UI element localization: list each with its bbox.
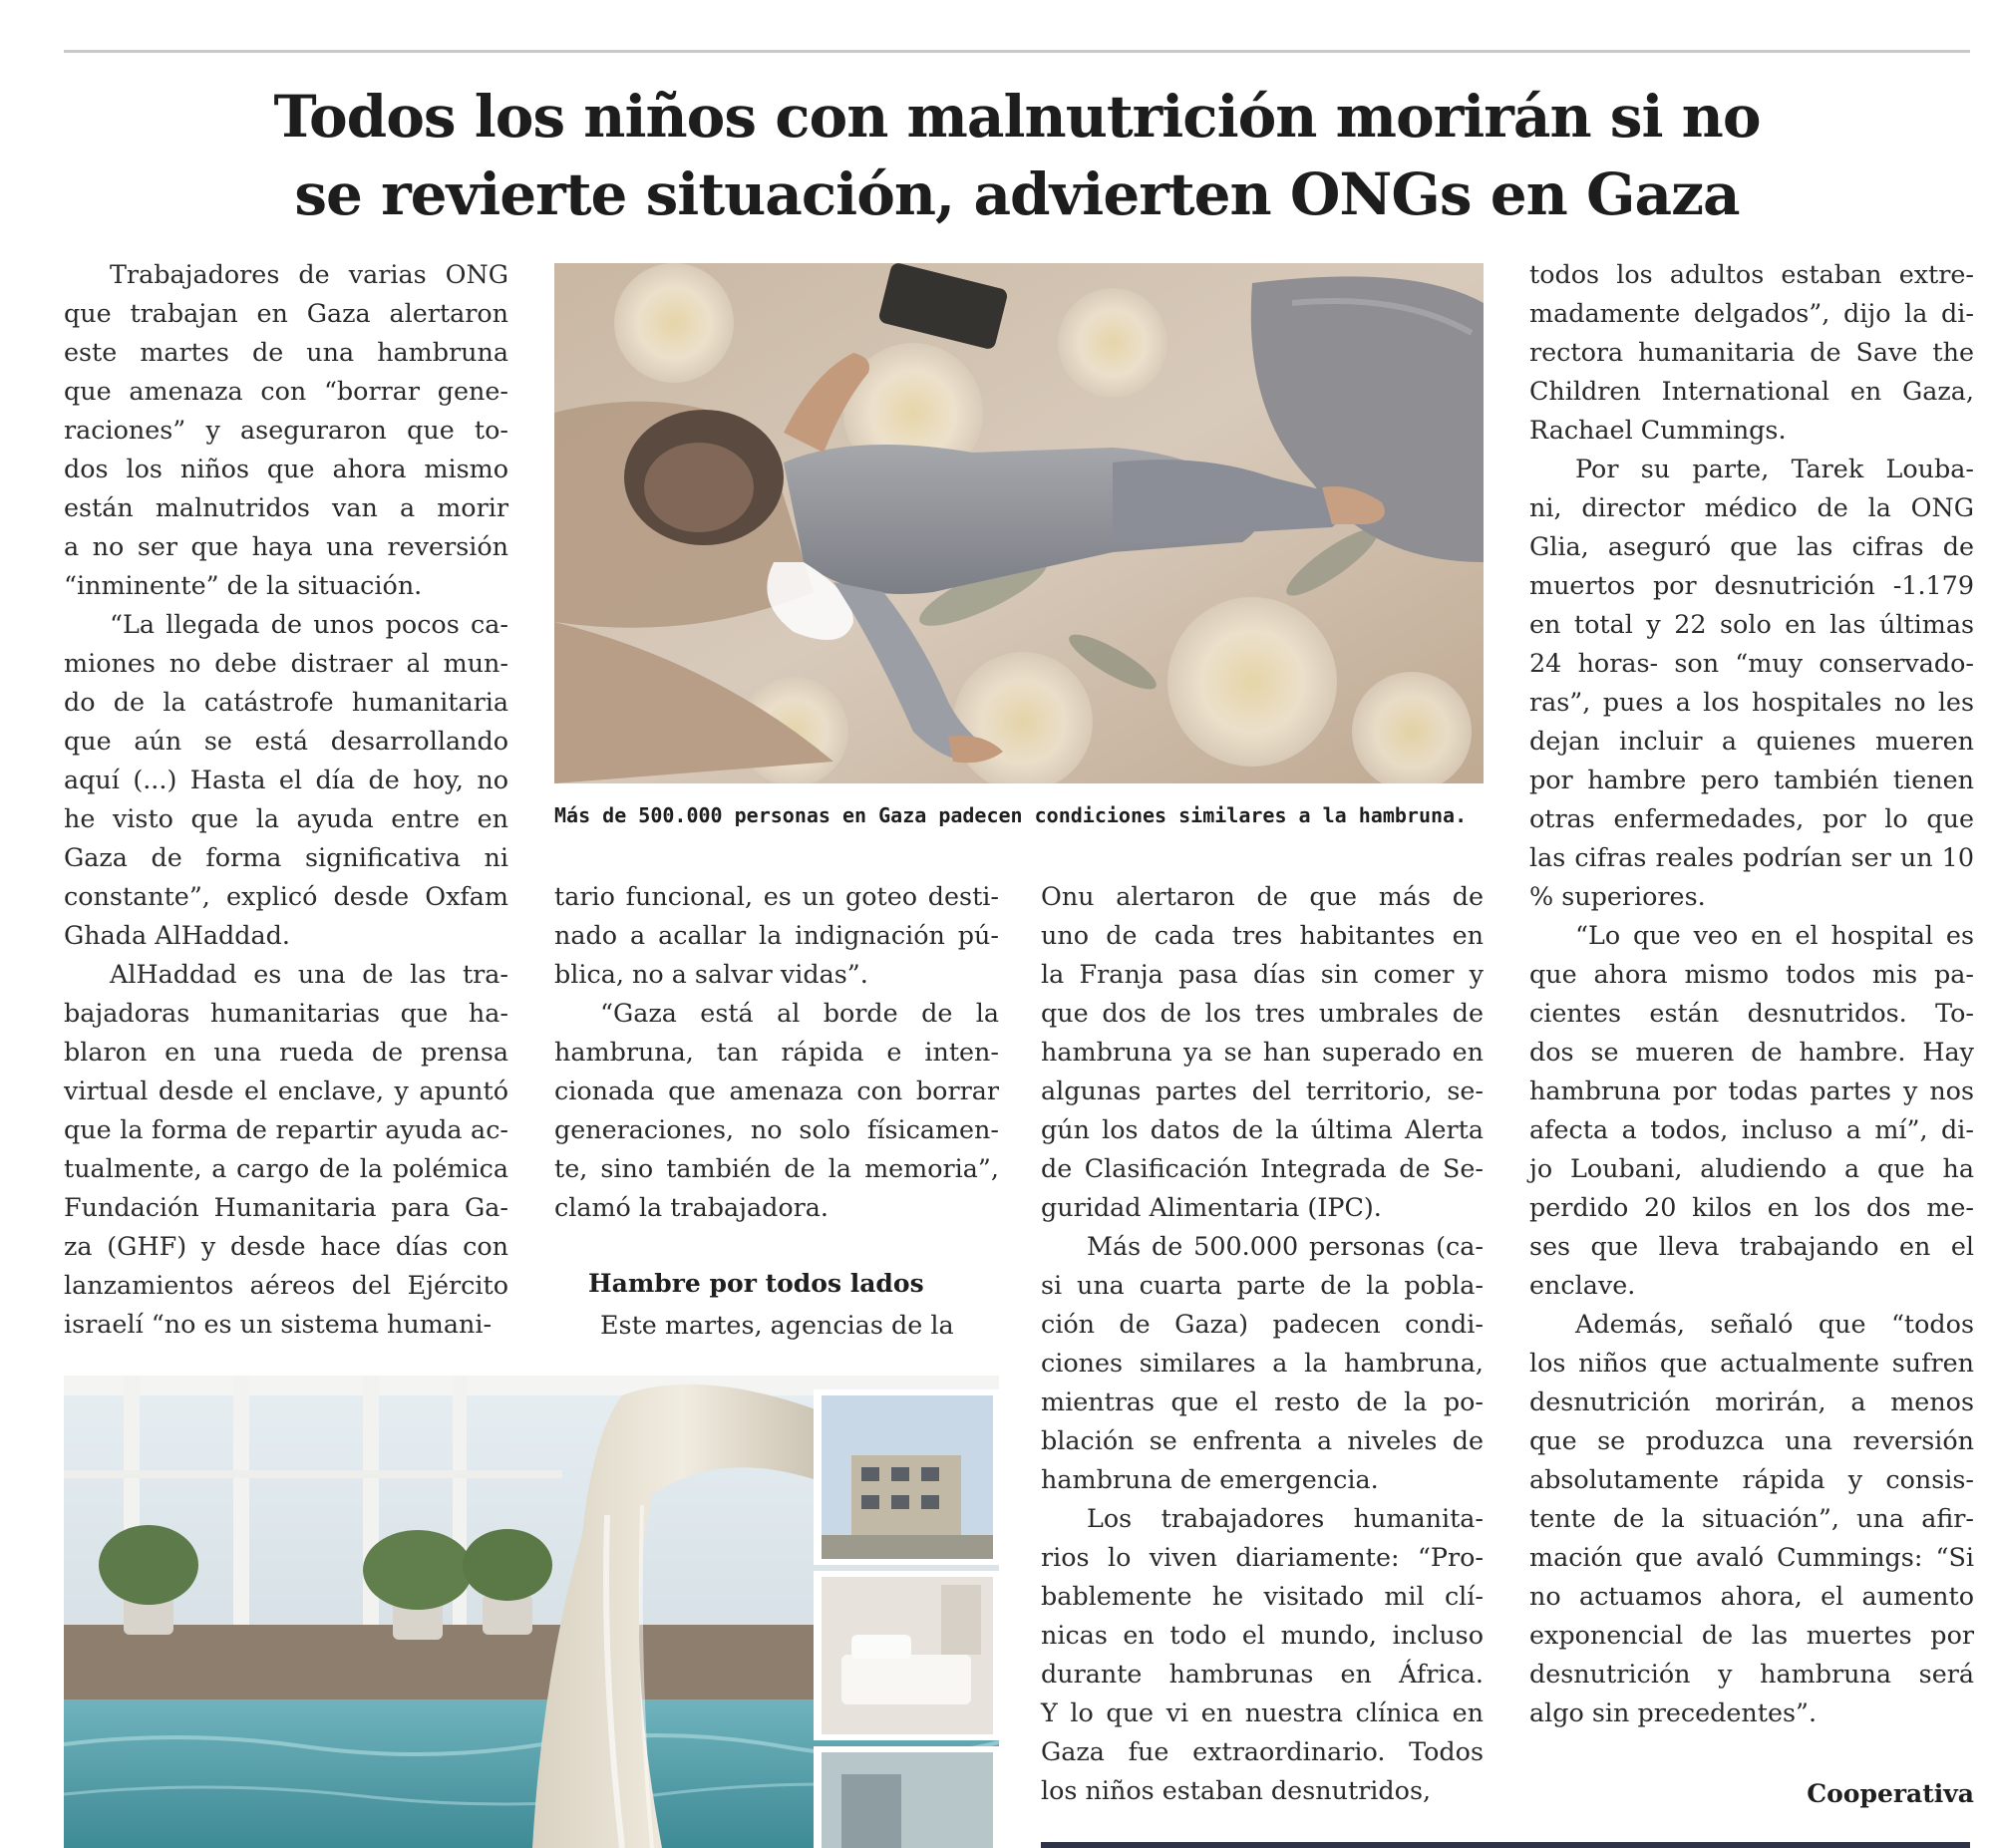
text-line: la Franja pasa días sin comer y xyxy=(1041,959,1484,989)
text-line: blaron en una rueda de prensa xyxy=(64,1037,508,1067)
text-line: miones no debe distraer al mun- xyxy=(64,648,508,678)
text-line: israelí “no es un sistema humani- xyxy=(64,1309,493,1339)
text-line: enclave. xyxy=(1529,1270,1636,1300)
text-line: ciones similares a la hambruna, xyxy=(1041,1348,1484,1378)
headline-line-2: se revierte situación, advierten ONGs en Gaza xyxy=(294,160,1740,228)
text-line: Además, señaló que “todos xyxy=(1575,1309,1974,1339)
text-line: los niños estaban desnutridos, xyxy=(1041,1775,1432,1805)
text-line: ras”, pues a los hospitales no les xyxy=(1529,687,1974,717)
text-line: bablemente he visitado mil clí- xyxy=(1041,1581,1484,1611)
text-line: Gaza de forma significativa ni xyxy=(64,842,508,872)
text-line: he visto que la ayuda entre en xyxy=(64,803,508,833)
article-column-1 xyxy=(64,255,508,1344)
text-line: exponencial de las muertes por xyxy=(1529,1620,1974,1650)
text-line: za (GHF) y desde hace días con xyxy=(64,1231,508,1261)
text-line: que dos de los tres umbrales de xyxy=(1041,998,1484,1028)
text-line: las cifras reales podrían ser un 10 xyxy=(1529,842,1974,872)
text-line: que la forma de repartir ayuda ac- xyxy=(64,1114,508,1144)
text-line: hambruna por todas partes y nos xyxy=(1529,1076,1974,1105)
text-line: desnutrición morirán, a menos xyxy=(1529,1386,1974,1416)
text-line: dejan incluir a quienes mueren xyxy=(1529,726,1974,756)
text-line: Más de 500.000 personas (ca- xyxy=(1087,1231,1484,1261)
text-line: clamó la trabajadora. xyxy=(554,1192,829,1222)
text-line: uno de cada tres habitantes en xyxy=(1041,920,1484,950)
text-line: hambruna, tan rápida e inten- xyxy=(554,1037,999,1067)
text-line: Onu alertaron de que más de xyxy=(1041,881,1484,911)
footer-bar xyxy=(1041,1842,1970,1848)
text-line: nado a acallar la indignación pú- xyxy=(554,920,999,950)
text-line: AlHaddad es una de las tra- xyxy=(110,959,508,989)
article-column-2 xyxy=(554,877,999,1227)
article-headline xyxy=(199,78,1834,233)
text-line: de Clasificación Integrada de Se- xyxy=(1041,1153,1484,1183)
text-line: que trabajan en Gaza alertaron xyxy=(64,298,508,328)
text-line: Ghada AlHaddad. xyxy=(64,920,290,950)
text-line: desnutrición y hambruna será xyxy=(1529,1659,1974,1689)
text-line: Gaza fue extraordinario. Todos xyxy=(1041,1736,1484,1766)
text-line: mación que avaló Cummings: “Si xyxy=(1529,1542,1974,1572)
text-line: raciones” y aseguraron que to- xyxy=(64,415,508,445)
text-line: muertos por desnutrición -1.179 xyxy=(1529,570,1974,600)
text-line: Fundación Humanitaria para Ga- xyxy=(64,1192,508,1222)
headline-line-1: Todos los niños con malnutrición morirán si no xyxy=(273,83,1761,151)
text-line: dos los niños que ahora mismo xyxy=(64,454,508,483)
text-line: cionada que amenaza con borrar xyxy=(554,1076,999,1105)
ad-illustration xyxy=(64,1376,999,1848)
text-line: que aún se está desarrollando xyxy=(64,726,508,756)
text-line: “Gaza está al borde de la xyxy=(600,998,999,1028)
text-line: “inminente” de la situación. xyxy=(64,570,423,600)
text-line: % superiores. xyxy=(1529,881,1706,911)
text-line: algo sin precedentes”. xyxy=(1529,1697,1818,1727)
text-line: otras enfermedades, por lo que xyxy=(1529,803,1974,833)
text-line: aquí (...) Hasta el día de hoy, no xyxy=(64,765,508,794)
text-line: que ahora mismo todos mis pa- xyxy=(1529,959,1974,989)
text-line: Por su parte, Tarek Louba- xyxy=(1575,454,1974,483)
article-column-2-continuation xyxy=(554,1306,999,1345)
text-line: mientras que el resto de la po- xyxy=(1041,1386,1484,1416)
text-line: Este martes, agencias de la xyxy=(600,1310,954,1340)
text-line: afecta a todos, incluso a mí”, di- xyxy=(1529,1114,1974,1144)
section-subheading: Hambre por todos lados xyxy=(588,1269,924,1298)
text-line: Rachael Cummings. xyxy=(1529,415,1787,445)
text-line: do de la catástrofe humanitaria xyxy=(64,687,508,717)
text-line: constante”, explicó desde Oxfam xyxy=(64,881,508,911)
text-line: que se produzca una reversión xyxy=(1529,1425,1974,1455)
text-line: madamente delgados”, dijo la di- xyxy=(1529,298,1974,328)
text-line: todos los adultos estaban extre- xyxy=(1529,259,1974,289)
text-line: que amenaza con “borrar gene- xyxy=(64,376,508,406)
text-line: “Lo que veo en el hospital es xyxy=(1575,920,1974,950)
text-line: cientes están desnutridos. To- xyxy=(1529,998,1974,1028)
text-line: este martes de una hambruna xyxy=(64,337,508,367)
text-line: durante hambrunas en África. xyxy=(1041,1659,1484,1689)
text-line: si una cuarta parte de la pobla- xyxy=(1041,1270,1484,1300)
text-line: algunas partes del territorio, se- xyxy=(1041,1076,1484,1105)
text-line: no actuamos ahora, el aumento xyxy=(1529,1581,1974,1611)
top-rule xyxy=(64,50,1970,53)
text-line: Children International en Gaza, xyxy=(1529,376,1974,406)
text-line: hambruna de emergencia. xyxy=(1041,1464,1379,1494)
text-line: bajadoras humanitarias que ha- xyxy=(64,998,508,1028)
text-line: hambruna ya se han superado en xyxy=(1041,1037,1484,1067)
text-line: blica, no a salvar vidas”. xyxy=(554,959,868,989)
article-column-3 xyxy=(1041,877,1484,1810)
text-line: ción de Gaza) padecen condi- xyxy=(1041,1309,1484,1339)
article-column-4 xyxy=(1529,255,1974,1732)
text-line: virtual desde el enclave, y apuntó xyxy=(64,1076,508,1105)
text-line: Y lo que vi en nuestra clínica en xyxy=(1041,1697,1484,1727)
text-line: guridad Alimentaria (IPC). xyxy=(1041,1192,1382,1222)
text-line: dos se mueren de hambre. Hay xyxy=(1529,1037,1974,1067)
text-line: están malnutridos van a morir xyxy=(64,492,508,522)
text-line: tario funcional, es un goteo desti- xyxy=(554,881,999,911)
text-line: por hambre pero también tienen xyxy=(1529,765,1974,794)
text-line: Los trabajadores humanita- xyxy=(1087,1503,1484,1533)
article-photo-child-on-bed xyxy=(554,263,1484,783)
text-line: blación se enfrenta a niveles de xyxy=(1041,1425,1484,1455)
text-line: tualmente, a cargo de la polémica xyxy=(64,1153,508,1183)
text-line: absolutamente rápida y consis- xyxy=(1529,1464,1974,1494)
article-signature: Cooperativa xyxy=(1807,1779,1974,1808)
text-line: ses que lleva trabajando en el xyxy=(1529,1231,1974,1261)
advertisement-photo xyxy=(64,1376,999,1848)
text-line: ni, director médico de la ONG xyxy=(1529,492,1974,522)
text-line: tente de la situación”, una afir- xyxy=(1529,1503,1974,1533)
photo-illustration xyxy=(554,263,1484,783)
text-line: rios lo viven diariamente: “Pro- xyxy=(1041,1542,1484,1572)
text-line: perdido 20 kilos en los dos me- xyxy=(1529,1192,1974,1222)
text-line: rectora humanitaria de Save the xyxy=(1529,337,1974,367)
text-line: Glia, aseguró que las cifras de xyxy=(1529,531,1974,561)
photo-caption: Más de 500.000 personas en Gaza padecen condiciones similares a la hambruna. xyxy=(554,803,1468,827)
text-line: Trabajadores de varias ONG xyxy=(110,259,508,289)
text-line: “La llegada de unos pocos ca- xyxy=(110,609,508,639)
text-line: los niños que actualmente sufren xyxy=(1529,1348,1974,1378)
text-line: generaciones, no solo físicamen- xyxy=(554,1114,999,1144)
text-line: gún los datos de la última Alerta xyxy=(1041,1114,1484,1144)
text-line: 24 horas- son “muy conservado- xyxy=(1529,648,1974,678)
text-line: a no ser que haya una reversión xyxy=(64,531,508,561)
text-line: lanzamientos aéreos del Ejército xyxy=(64,1270,508,1300)
text-line: nicas en todo el mundo, incluso xyxy=(1041,1620,1484,1650)
text-line: en total y 22 solo en las últimas xyxy=(1529,609,1974,639)
text-line: jo Loubani, aludiendo a que ha xyxy=(1529,1153,1974,1183)
text-line: te, sino también de la memoria”, xyxy=(554,1153,999,1183)
